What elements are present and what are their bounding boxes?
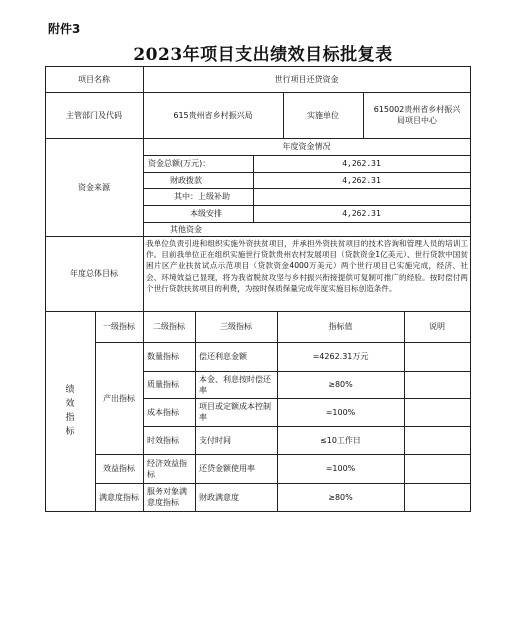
implementing-unit-value: 615002贵州省乡村振兴局项目中心 (373, 105, 461, 125)
funding-total-label: 资金总额(万元)： (148, 159, 211, 168)
funding-header: 年度资金情况 (282, 142, 331, 151)
annual-goal-text: 我单位负责引进和组织实施外资扶贫项目，并承担外资扶贫项目的技术咨询和管理人员的培训工作。目前我单位正在组织实施世行贷款贵州农村发展项目（贷款资金1亿美元）、世行贷款中国贫困片区产业扶贫试点示范项目（贷款资金4000万美元）两个世行项目已实施完成，经济、社会、环境效益已显现，将为我省脱贫攻坚与乡村振兴衔接提供可复制可推广的经验。按时偿付两个世行贷款扶贫项目的利费，为按时保质保量完成年度实施目标创造条件。 (146, 239, 468, 293)
implementing-unit-label: 实施单位 (307, 110, 339, 120)
funding-local-value: 4,262.31 (342, 209, 381, 218)
table-row-cost-level3: 项目或定额成本控制率 (199, 402, 271, 422)
table-row-quality-level2: 质量指标 (147, 380, 179, 389)
header-value: 指标值 (328, 322, 353, 331)
annual-goal-label: 年度总体目标 (70, 269, 118, 278)
table-row-satisfaction-level3: 财政满意度 (199, 492, 239, 502)
header-level2: 二级指标 (153, 322, 185, 331)
document-page: 附件3 2023年项目支出绩效目标批复表 项目名称 世行项目还贷资金 主管部门及代码 615贵州省乡村振兴局 实施单位 615002贵州省乡村振兴局项目中心 资金来源 年度资金情况 资金总额(万元)： 4,262.31 财政拨款 4,262.31 其中：上级补助 本级安排 4,262.31 其他资金 年度总体目标 我单位负责引进和组织实施外资扶贫项目，并承担外资扶贫项目的技术咨询和管理人员的培训工作。目前我单位正在组织实施世行贷款贵州农村发展项目（贷款资金1亿美元）、世行贷款中国贫困片区产业扶贫试点示范项目（贷款资金4000万美元）两个世行项目已实施完成，经济、社会、环境效益已显现，将为我省脱贫攻坚与乡村振兴衔接提供可复制可推广的经验。按时偿付两个世行贷款扶贫项目的利费，为按时保质保量完成年度实施目标创造条件。 绩 效 指 标 一级指标 二级指标 三级指标 指标值 说明 产出指标 数量指标 偿还利息金额 =4262.31万元 质量指标 本金、利息按时偿还率 ≥80% 成本指标 项目或定额成本控制率 =100% 时效指标 支付时间 ≤10工作日 效益指标 经济效益指标 还贷金额使用率 =100% 满意度指标 服务对象满意度指标 财政满意度 ≥80% (0, 0, 526, 642)
table-row-benefit-value: =100% (325, 464, 356, 473)
table-row-quality-value: ≥80% (328, 380, 353, 389)
header-level3: 三级指标 (220, 322, 252, 331)
benefit-indicator-label: 效益指标 (103, 464, 135, 473)
funding-local-label: 本级安排 (190, 209, 222, 218)
funding-fiscal-value: 4,262.31 (342, 175, 381, 185)
table-row-timeliness-level3: 支付时间 (199, 435, 231, 445)
department-label: 主管部门及代码 (66, 110, 122, 120)
table-row-timeliness-value: ≤10工作日 (320, 435, 361, 445)
project-name-value: 世行项目还贷资金 (274, 74, 339, 84)
table-row-cost-value: =100% (325, 407, 356, 417)
funding-other-label: 其他资金 (170, 224, 202, 234)
table-row-timeliness-level2: 时效指标 (147, 435, 179, 445)
table-row-benefit-level2: 经济效益指标 (147, 458, 187, 479)
output-indicator-label: 产出指标 (103, 393, 135, 403)
funding-fiscal-label: 财政拨款 (170, 175, 202, 185)
funding-source-label: 资金来源 (78, 182, 110, 192)
attachment-label: 附件3 (48, 22, 81, 36)
table-row-satisfaction-level2: 服务对象满意度指标 (147, 487, 187, 507)
page-title: 2023年项目支出绩效目标批复表 (133, 45, 393, 65)
table-row-quality-level3: 本金、利息按时偿还率 (199, 374, 271, 395)
table-row-satisfaction-value: ≥80% (328, 492, 353, 502)
funding-total-value: 4,262.31 (342, 159, 381, 168)
header-level1: 一级指标 (103, 322, 135, 331)
funding-upper-subsidy-label: 其中：上级补助 (174, 192, 230, 201)
department-value: 615贵州省乡村振兴局 (173, 110, 253, 120)
table-row-benefit-level3: 还贷金额使用率 (199, 464, 255, 473)
table-row-quantity-level3: 偿还利息金额 (199, 352, 247, 361)
table-row-cost-level2: 成本指标 (147, 407, 179, 417)
funding-upper-subsidy-value (253, 188, 470, 205)
table-row-quantity-value: =4262.31万元 (312, 352, 369, 361)
table-row-quantity-level2: 数量指标 (147, 352, 179, 361)
project-name-label: 项目名称 (78, 74, 110, 84)
satisfaction-indicator-label: 满意度指标 (99, 492, 139, 502)
funding-other-value (253, 222, 470, 236)
header-note: 说明 (429, 322, 445, 331)
